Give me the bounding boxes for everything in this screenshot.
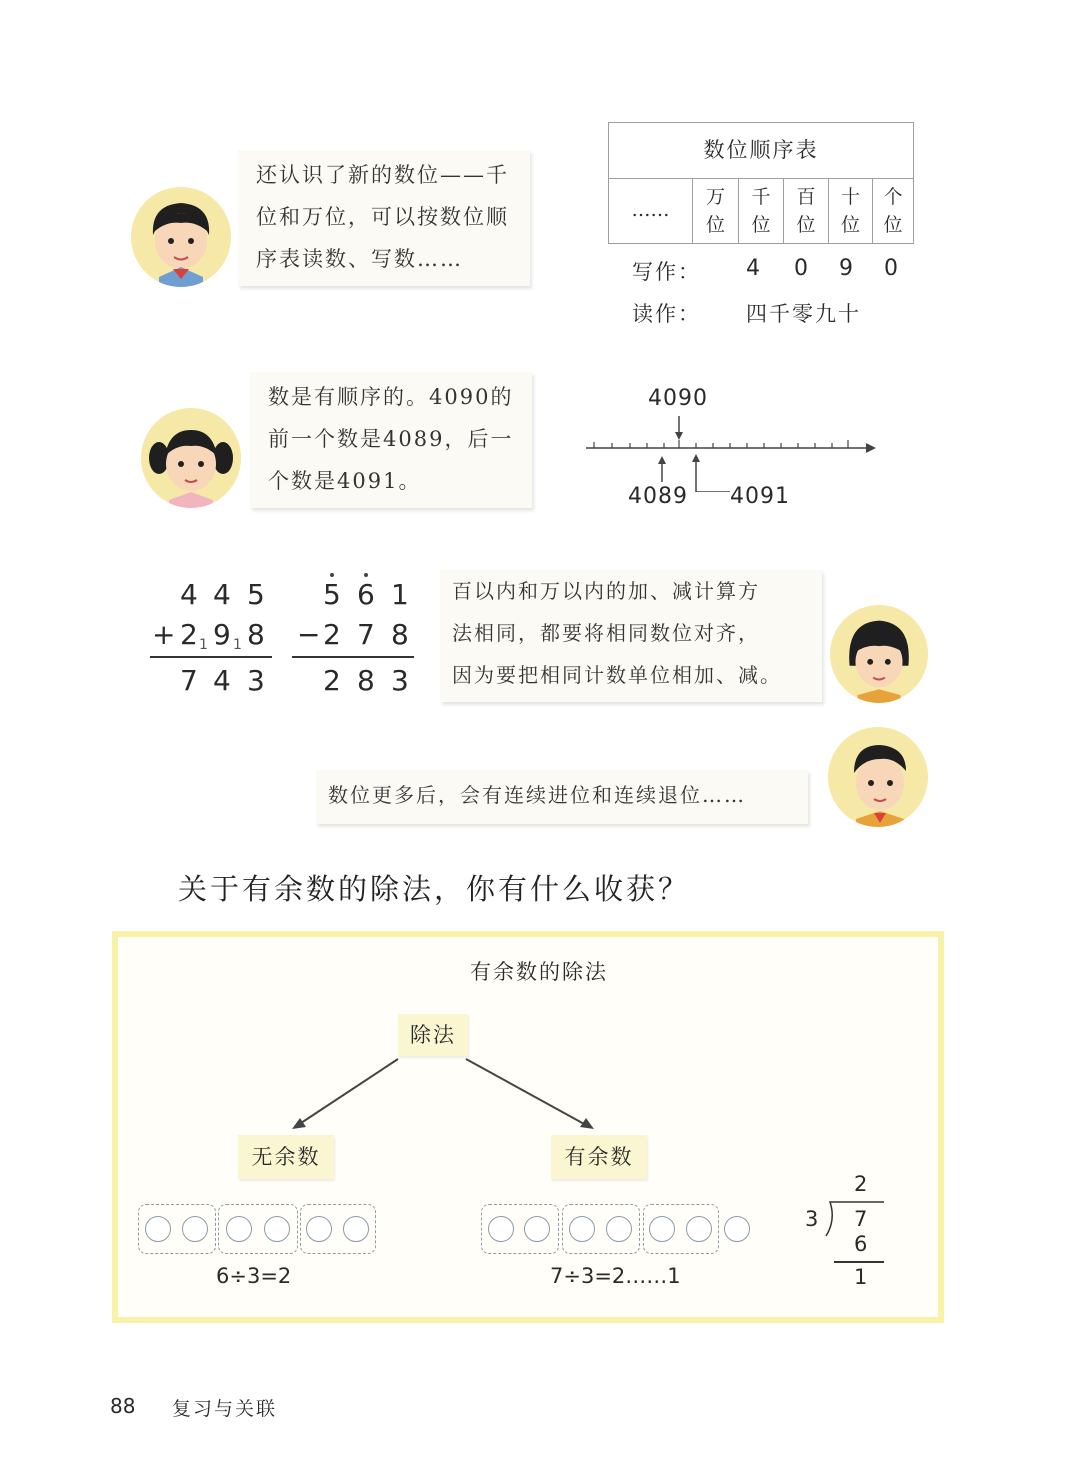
circle — [686, 1216, 712, 1242]
digit: 8 — [391, 618, 409, 651]
speech-bubble-place-value — [238, 150, 530, 286]
digit: 2 — [323, 664, 341, 697]
minus-sign: − — [297, 618, 321, 651]
circle — [649, 1216, 675, 1242]
bubble-line: 数是有顺序的。4090的 — [268, 385, 514, 409]
dividend: 7 — [854, 1207, 868, 1231]
circle-remainder — [724, 1216, 750, 1242]
boy-avatar-2 — [828, 727, 928, 827]
column-label: 位 — [840, 214, 860, 236]
girl-face-icon — [141, 408, 241, 508]
bubble-line: 因为要把相同计数单位相加、减。 — [452, 663, 782, 687]
place-value-ellipsis: …… — [631, 199, 670, 221]
column-label: 位 — [751, 214, 771, 236]
borrow-dot — [330, 573, 334, 577]
digit: 4 — [180, 578, 198, 611]
girl-short-hair-icon — [830, 605, 928, 703]
digit: 8 — [247, 618, 265, 651]
number-line — [580, 412, 880, 492]
boy-side-face-icon — [828, 727, 928, 827]
page-number: 88 — [110, 1394, 136, 1418]
place-value-table — [608, 122, 914, 244]
place-value-column-ge — [872, 178, 913, 243]
column-label: 十 — [840, 186, 860, 208]
circle — [606, 1216, 632, 1242]
circle — [524, 1216, 550, 1242]
circle — [145, 1216, 171, 1242]
boy-face-icon — [131, 187, 231, 287]
plus-sign: + — [152, 618, 176, 651]
digit: 2 — [180, 618, 198, 651]
bubble-line: 还认识了新的数位——千 — [256, 163, 509, 187]
circle — [343, 1216, 369, 1242]
product: 6 — [854, 1232, 868, 1256]
bubble-line: 前一个数是4089，后一 — [268, 427, 514, 451]
speech-bubble-order — [250, 372, 532, 508]
no-remainder-equation: 6÷3=2 — [216, 1264, 292, 1288]
place-value-column-qian — [738, 178, 783, 243]
column-label: 位 — [883, 214, 903, 236]
boy-avatar-1 — [131, 187, 231, 287]
write-digit: 9 — [839, 256, 853, 281]
read-value: 四千零九十 — [746, 302, 861, 326]
digit: 3 — [247, 664, 265, 697]
bubble-line: 位和万位，可以按数位顺 — [256, 205, 509, 229]
carry-digit: 1 — [233, 637, 242, 653]
digit: 4 — [213, 664, 231, 697]
circle — [569, 1216, 595, 1242]
read-label: 读作： — [632, 302, 701, 326]
bubble-line: 序表读数、写数…… — [256, 247, 463, 271]
divisor: 3 — [805, 1207, 819, 1231]
with-remainder-equation: 7÷3=2……1 — [550, 1264, 681, 1288]
division-subtract-line — [834, 1261, 884, 1263]
digit: 7 — [357, 618, 375, 651]
carry-digit: 1 — [199, 637, 208, 653]
circle — [488, 1216, 514, 1242]
digit: 2 — [323, 618, 341, 651]
digit: 1 — [391, 578, 409, 611]
with-remainder-label: 有余数 — [551, 1135, 647, 1179]
quotient: 2 — [854, 1172, 868, 1196]
write-digit: 0 — [794, 256, 808, 281]
column-label: 个 — [883, 186, 903, 208]
number-line-label-4091: 4091 — [730, 484, 790, 509]
bubble-line: 百以内和万以内的加、减计算方 — [452, 579, 760, 603]
number-line-label-4089: 4089 — [628, 484, 688, 509]
division-box-title: 有余数的除法 — [470, 960, 608, 984]
bubble-text: 数位更多后，会有连续进位和连续退位…… — [328, 783, 746, 807]
division-root-label: 除法 — [398, 1014, 468, 1056]
no-remainder-label: 无余数 — [238, 1135, 334, 1179]
borrow-dot — [364, 573, 368, 577]
digit: 4 — [213, 578, 231, 611]
circle — [226, 1216, 252, 1242]
digit: 8 — [357, 664, 375, 697]
circle — [182, 1216, 208, 1242]
section-question: 关于有余数的除法，你有什么收获？ — [178, 872, 691, 906]
place-value-column-bai — [783, 178, 828, 243]
footer-section-title: 复习与关联 — [172, 1398, 278, 1420]
branch-arrows — [280, 1055, 610, 1135]
digit: 5 — [247, 578, 265, 611]
number-line-label-4090: 4090 — [648, 386, 708, 411]
girl-avatar-2 — [830, 605, 928, 703]
place-value-column-shi — [828, 178, 872, 243]
column-label: 万 — [705, 186, 725, 208]
digit: 5 — [323, 578, 341, 611]
column-label: 百 — [796, 186, 816, 208]
write-label: 写作： — [632, 260, 701, 284]
digit: 7 — [180, 664, 198, 697]
difference-line — [292, 656, 414, 658]
digit: 9 — [213, 618, 231, 651]
remainder: 1 — [854, 1265, 868, 1289]
column-label: 位 — [796, 214, 816, 236]
place-value-column-wan — [692, 178, 738, 243]
speech-bubble-carry — [316, 770, 808, 824]
sum-line — [150, 656, 272, 658]
place-value-table-title: 数位顺序表 — [609, 123, 913, 179]
circle — [306, 1216, 332, 1242]
column-label: 千 — [751, 186, 771, 208]
circle — [264, 1216, 290, 1242]
speech-bubble-calculation — [440, 570, 822, 702]
girl-avatar — [141, 408, 241, 508]
bubble-line: 个数是4091。 — [268, 469, 422, 493]
column-label: 位 — [705, 214, 725, 236]
write-digit: 4 — [746, 256, 760, 281]
division-bracket-icon — [818, 1200, 888, 1240]
digit: 3 — [391, 664, 409, 697]
bubble-line: 法相同，都要将相同数位对齐， — [452, 621, 760, 645]
digit: 6 — [357, 578, 375, 611]
write-digit: 0 — [884, 256, 898, 281]
